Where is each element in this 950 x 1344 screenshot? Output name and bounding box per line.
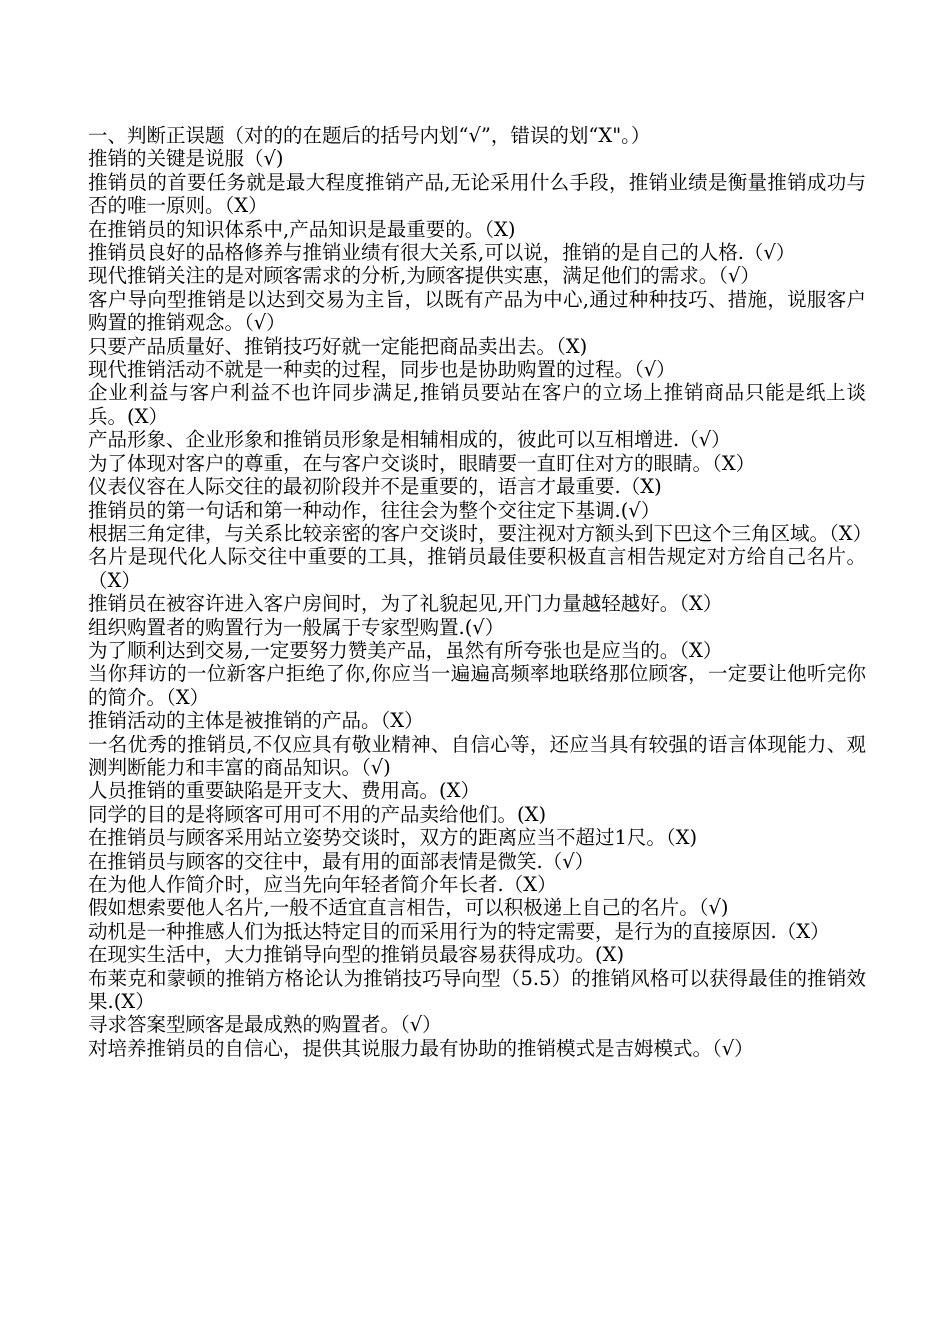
document-page — [88, 124, 873, 1060]
question-item: 同学的目的是将顾客可用可不用的产品卖给他们。(X) — [88, 802, 547, 826]
question-item: 现代推销活动不就是一种卖的过程，同步也是协助购置的过程。（√） — [88, 358, 676, 382]
question-item: 现代推销关注的是对顾客需求的分析,为顾客提供实惠，满足他们的需求。（√） — [88, 264, 760, 288]
question-item: 一名优秀的推销员,不仅应具有敬业精神、自信心等，还应当具有较强的语言体现能力、观测判断能力和丰富的商品知识。（√) — [88, 732, 866, 779]
question-item: 当你拜访的一位新客户拒绝了你,你应当一遍遍高频率地联络那位顾客，一定要让他听完你的简介。（X） — [88, 662, 866, 709]
question-item: 推销员良好的品格修养与推销业绩有很大关系,可以说，推销的是自己的人格.（√） — [88, 241, 796, 265]
question-item: 在推销员与顾客采用站立姿势交谈时，双方的距离应当不超过1尺。（X) — [88, 826, 698, 850]
true-false-question-list — [88, 147, 873, 1060]
question-item: 布莱克和蒙顿的推销方格论认为推销技巧导向型（5.5）的推销风格可以获得最佳的推销效果.(X） — [88, 966, 866, 1014]
question-item: 推销员的首要任务就是最大程度推销产品,无论采用什么手段，推销业绩是衡量推销成功与否的唯一原则。（X） — [88, 170, 866, 218]
question-item: 对培养推销员的自信心，提供其说服力最有协助的推销模式是吉姆模式。（√） — [88, 1036, 754, 1060]
section-heading: 一、判断正误题（对的的在题后的括号内划“√”，错误的划“X"。） — [88, 124, 651, 147]
question-item: 为了顺利达到交易,一定要努力赞美产品，虽然有所夸张也是应当的。（X） — [88, 638, 723, 662]
question-item: 只要产品质量好、推销技巧好就一定能把商品卖出去。（X) — [88, 334, 588, 358]
question-item: 寻求答案型顾客是最成熟的购置者。（√） — [88, 1013, 442, 1037]
question-item: 动机是一种推感人们为抵达特定目的而采用行为的特定需要，是行为的直接原因.（X） — [88, 919, 830, 943]
question-item: 名片是现代化人际交往中重要的工具，推销员最佳要积极直言相告规定对方给自己名片。（X） — [88, 545, 866, 592]
question-item: 在为他人作简介时，应当先向年轻者简介年长者.（X） — [88, 873, 557, 896]
question-item: 推销员的第一句话和第一种动作，往往会为整个交往定下基调.(√） — [88, 498, 661, 522]
question-item: 在现实生活中，大力推销导向型的推销员最容易获得成功。(X) — [88, 943, 625, 967]
question-item: 为了体现对客户的尊重，在与客户交谈时，眼睛要一直盯住对方的眼睛。（X） — [88, 451, 756, 475]
question-item: 在推销员的知识体系中,产品知识是最重要的。（X) — [88, 217, 516, 241]
question-item: 根据三角定律，与关系比较亲密的客户交谈时，要注视对方额头到下巴这个三角区域。（X） — [88, 521, 873, 545]
question-item: 产品形象、企业形象和推销员形象是相辅相成的，彼此可以互相增进.（√） — [88, 428, 731, 452]
question-item: 客户导向型推销是以达到交易为主旨，以既有产品为中心,通过种种技巧、措施，说服客户购置的推销观念。（√） — [88, 287, 866, 335]
question-item: 假如想索要他人名片,一般不适宜直言相告，可以积极递上自己的名片。（√) — [88, 896, 729, 920]
question-item: 在推销员与顾客的交往中，最有用的面部表情是微笑.（√） — [88, 849, 595, 873]
question-item: 推销员在被容许进入客户房间时，为了礼貌起见,开门力量越轻越好。（X） — [88, 592, 723, 616]
question-item: 推销活动的主体是被推销的产品。（X） — [88, 709, 424, 733]
question-item: 推销的关键是说服（√) — [88, 147, 284, 171]
question-item: 企业利益与客户利益不也许同步满足,推销员要站在客户的立场上推销商品只能是纸上谈兵。(X） — [88, 381, 866, 428]
question-item: 仪表仪容在人际交往的最初阶段并不是重要的，语言才最重要.（X) — [88, 475, 662, 499]
question-item: 人员推销的重要缺陷是开支大、费用高。(X） — [88, 779, 480, 803]
question-item: 组织购置者的购置行为一般属于专家型购置.(√） — [88, 615, 505, 639]
